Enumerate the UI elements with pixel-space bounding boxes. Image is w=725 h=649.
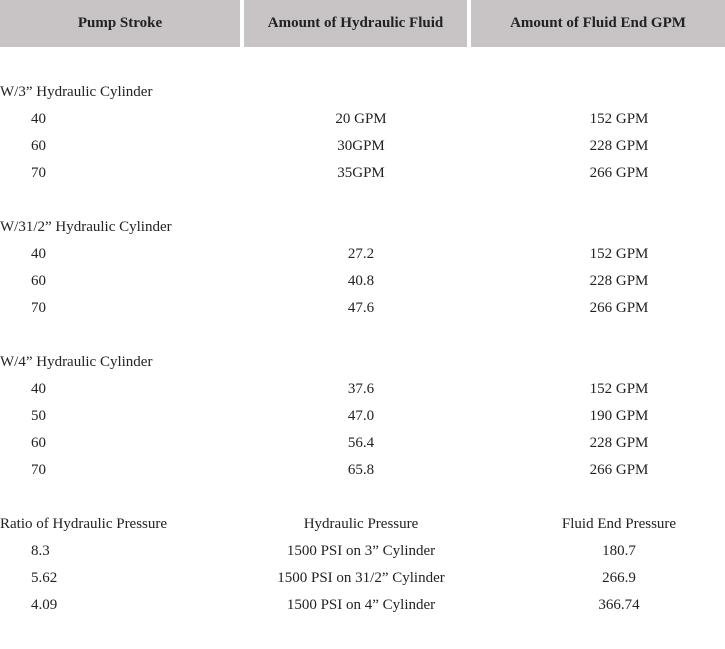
fluid-end-gpm-cell: 228 GPM	[589, 138, 649, 154]
fluid-end-gpm-cell: 266 GPM	[589, 300, 649, 316]
hydraulic-fluid-cell: 20 GPM	[335, 111, 387, 127]
ratio-cell: 5.62	[31, 570, 58, 586]
pump-stroke-cell: 70	[31, 165, 46, 181]
table-row	[0, 136, 725, 163]
table-row	[0, 568, 725, 595]
fluid-end-gpm-cell: 152 GPM	[589, 381, 649, 397]
pump-stroke-cell: 40	[31, 381, 46, 397]
header-fluid-end-gpm: Amount of Fluid End GPM	[471, 0, 725, 47]
ratio-cell: 4.09	[31, 597, 58, 613]
section-title: W/31/2” Hydraulic Cylinder	[0, 219, 172, 235]
hydraulic-pressure-header: Hydraulic Pressure	[303, 516, 419, 532]
section-title-row	[0, 352, 725, 379]
hydraulic-fluid-cell: 56.4	[347, 435, 375, 451]
section-3in-cylinder	[0, 82, 725, 190]
fluid-end-pressure-cell: 366.74	[598, 597, 640, 613]
table-row	[0, 406, 725, 433]
section-title: W/4” Hydraulic Cylinder	[0, 354, 153, 370]
header-pump-stroke: Pump Stroke	[0, 0, 240, 47]
fluid-end-gpm-cell: 152 GPM	[589, 111, 649, 127]
fluid-end-gpm-cell: 228 GPM	[589, 273, 649, 289]
ratio-cell: 8.3	[31, 543, 50, 559]
pump-stroke-cell: 60	[31, 138, 46, 154]
hydraulic-fluid-cell: 40.8	[347, 273, 375, 289]
fluid-end-gpm-cell: 266 GPM	[589, 462, 649, 478]
hydraulic-fluid-cell: 27.2	[347, 246, 375, 262]
hydraulic-fluid-cell: 47.6	[347, 300, 375, 316]
table-row	[0, 298, 725, 325]
hydraulic-fluid-cell: 35GPM	[337, 165, 385, 181]
fluid-end-pressure-header: Fluid End Pressure	[561, 516, 677, 532]
ratio-header: Ratio of Hydraulic Pressure	[0, 516, 168, 532]
section-title: W/3” Hydraulic Cylinder	[0, 84, 153, 100]
hydraulic-fluid-cell: 65.8	[347, 462, 375, 478]
section-3-5in-cylinder	[0, 217, 725, 325]
hydraulic-fluid-cell: 30GPM	[337, 138, 385, 154]
table-row	[0, 595, 725, 622]
table-row	[0, 271, 725, 298]
pump-stroke-cell: 40	[31, 246, 46, 262]
hydraulic-pressure-cell: 1500 PSI on 31/2” Cylinder	[277, 570, 445, 586]
fluid-end-gpm-cell: 152 GPM	[589, 246, 649, 262]
pump-stroke-cell: 70	[31, 300, 46, 316]
hydraulic-fluid-cell: 37.6	[347, 381, 375, 397]
section-title-row	[0, 82, 725, 109]
pump-stroke-cell: 50	[31, 408, 46, 424]
section-4in-cylinder	[0, 352, 725, 487]
table-header	[0, 0, 725, 47]
hydraulic-fluid-cell: 47.0	[347, 408, 375, 424]
table-row	[0, 109, 725, 136]
pump-stroke-cell: 60	[31, 435, 46, 451]
fluid-end-pressure-cell: 180.7	[602, 543, 636, 559]
section-pressure-ratio	[0, 514, 725, 622]
pump-stroke-cell: 60	[31, 273, 46, 289]
table-row	[0, 379, 725, 406]
fluid-end-gpm-cell: 190 GPM	[589, 408, 649, 424]
fluid-end-pressure-cell: 266.9	[602, 570, 636, 586]
table-row	[0, 433, 725, 460]
section-title-row	[0, 217, 725, 244]
ratio-header-row	[0, 514, 725, 541]
pump-stroke-cell: 40	[31, 111, 46, 127]
fluid-end-gpm-cell: 266 GPM	[589, 165, 649, 181]
header-hydraulic-fluid: Amount of Hydraulic Fluid	[244, 0, 467, 47]
hydraulic-pressure-cell: 1500 PSI on 4” Cylinder	[286, 597, 436, 613]
fluid-end-gpm-cell: 228 GPM	[589, 435, 649, 451]
table-row	[0, 460, 725, 487]
hydraulic-pressure-cell: 1500 PSI on 3” Cylinder	[286, 543, 436, 559]
table-row	[0, 244, 725, 271]
table-body	[0, 82, 725, 649]
pump-stroke-cell: 70	[31, 462, 46, 478]
table-row	[0, 541, 725, 568]
table-row	[0, 163, 725, 190]
